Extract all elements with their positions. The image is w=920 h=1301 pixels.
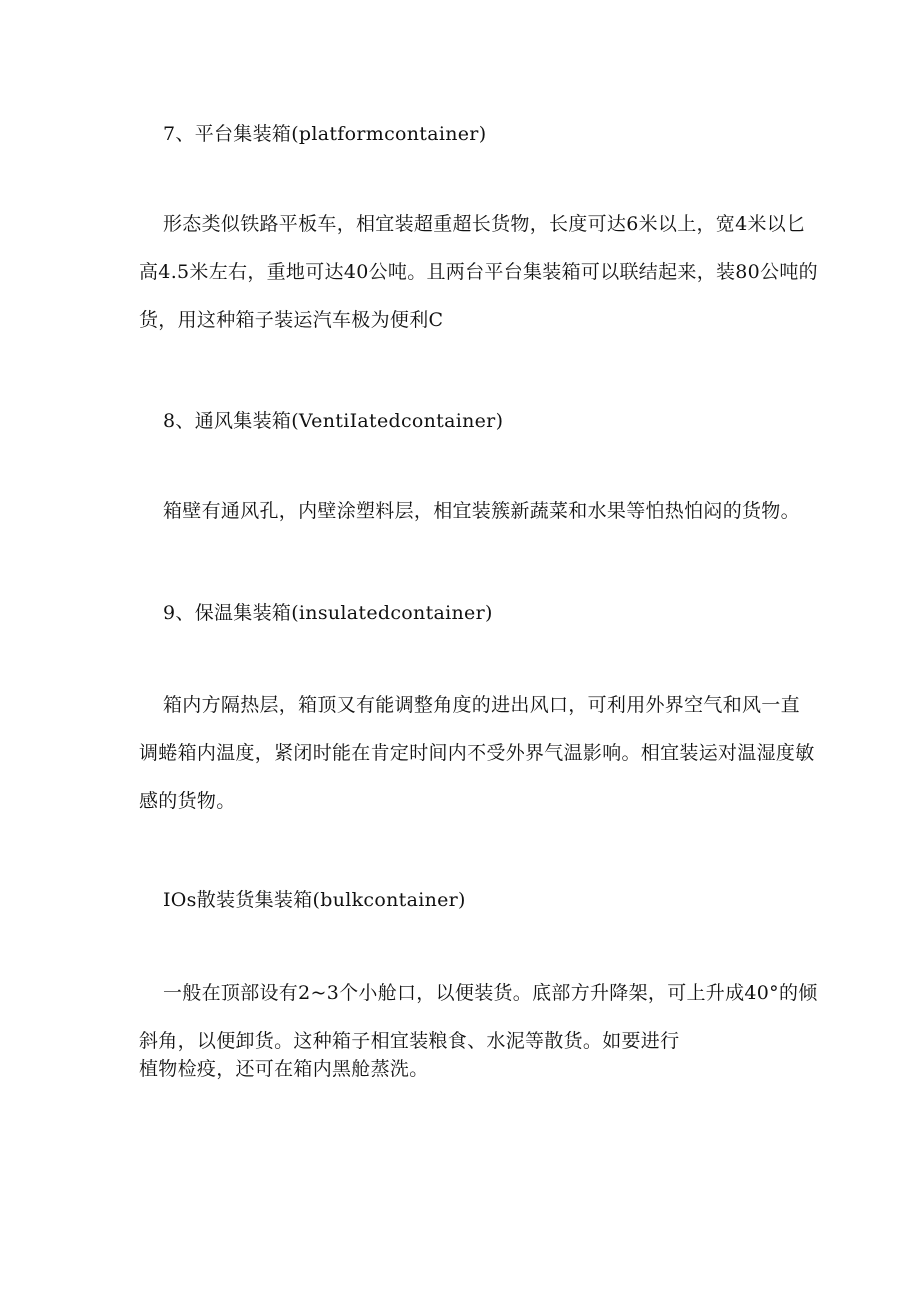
section-heading-7: 7、平台集装箱(platformcontainer) bbox=[163, 123, 487, 145]
paragraph-line: 货，用这种箱子装运汽车极为便利C bbox=[139, 309, 444, 331]
paragraph-line: 斜角，以便卸货。这种箱子相宜装粮食、水泥等散货。如要进行 bbox=[139, 1030, 680, 1052]
paragraph-line: 植物检疫，还可在箱内黑舱蒸洗。 bbox=[139, 1058, 429, 1080]
paragraph-line: 调蜷箱内温度，紧闭时能在肯定时间内不受外界气温影响。相宜装运对温湿度敏 bbox=[139, 742, 815, 764]
paragraph-line: 箱壁有通风孔，内壁涂塑料层，相宜装簇新蔬菜和水果等怕热怕闷的货物。 bbox=[163, 500, 800, 522]
paragraph-line: 感的货物。 bbox=[139, 790, 236, 812]
paragraph-line: 形态类似铁路平板车，相宜装超重超长货物，长度可达6米以上，宽4米以匕 bbox=[163, 213, 806, 235]
paragraph-line: 高4.5米左右，重地可达40公吨。且两台平台集装箱可以联结起来，装80公吨的 bbox=[139, 261, 818, 283]
paragraph-line: 一般在顶部设有2~3个小舱口，以便装货。底部方升降架，可上升成40°的倾 bbox=[163, 982, 818, 1004]
section-heading-10: IOs散装货集装箱(bulkcontainer) bbox=[163, 889, 466, 911]
paragraph-line: 箱内方隔热层，箱顶又有能调整角度的进出风口，可利用外界空气和风一直 bbox=[163, 694, 800, 716]
section-heading-9: 9、保温集装箱(insulatedcontainer) bbox=[163, 602, 493, 624]
section-heading-8: 8、通风集装箱(VentiIatedcontainer) bbox=[163, 410, 504, 432]
